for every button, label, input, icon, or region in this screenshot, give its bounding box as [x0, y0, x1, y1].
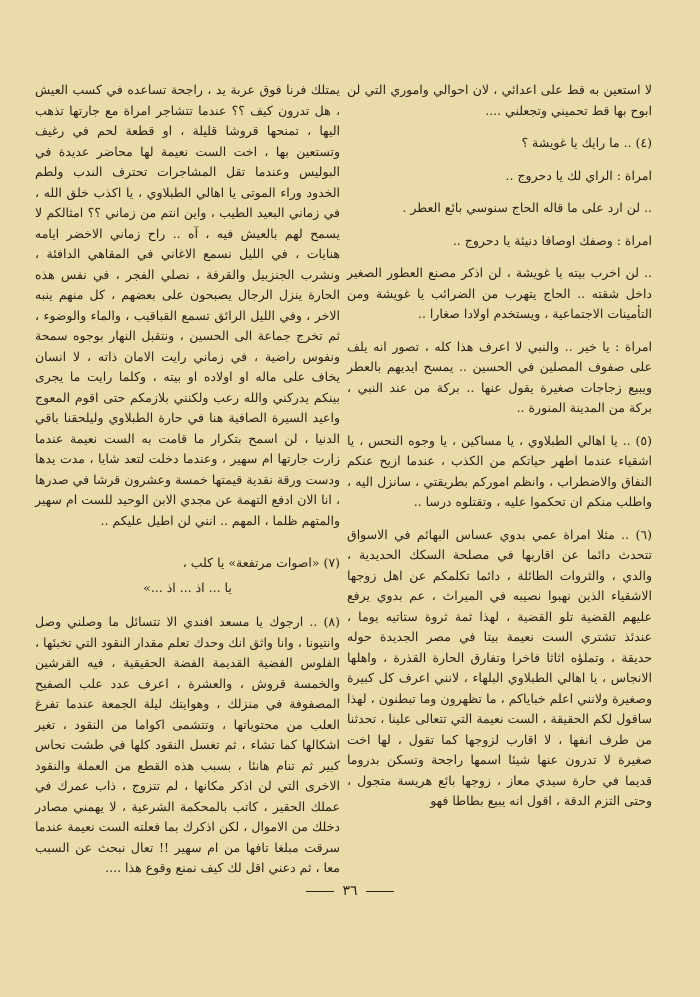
paragraph: يمتلك فرنا فوق عربة يد ، راجحة تساعده في كسب العيش ، هل تدرون كيف ؟؟ عندما تتشاجر امراة مع جارتها تذهب اليها ، تمنحها قروشا قليلة ، او قطعة لحم في رغيف وتستعين بها ، اخت الست نعيمة لها محاضر عديدة في البوليس وعندما تقل المشاجرات تحترف الندب ولطم الخدود وراء الموتى يا اهالي الطبلاوي ، يا اكذب خلق الله ، في زماني البعيد الطيب ، واين انتم من زماني ؟؟ امثالكم لا يسمح لهم بالعيش فيه ، آه .. راح زماني الاخضر ايامه هنايات ، في الليل نسمع الاغاني في المقاهي الدافئة ، ونشرب الجنزبيل والقرفة ، نصلي الفجر ، في نفس هذه الحارة ينزل الرجال يصبحون على بعضهم ، كل منهم ينبه الاخر ، وفي الليل الرائق تسمع القباقيب ، والماء والوضوء ، ثم تخرج جماعة الى الحسين ، ونتقبل النهار بوجوه سمحة ونفوس راضية ، في زماني رايت الامان ذاته ، لا انسان يخاف على ماله او اولاده او بيته ، وكلما رايت ما يجرى بينكم يدركني والله رعب ولكنني بلازمكم حتى اقوم المعوج واعيد السيرة الصافية هنا في حارة الطبلاوي وليلحقنا باقي الدنيا ، لن اسمح بتكرار ما قامت به الست نعيمة عندما زارت جارتها ام سهير ، وعندما دخلت لتعد شايا ، مدت يدها ودست ورقة نقدية قيمتها خمسة وعشرون قرشا في صدرها ، انا الان ادفع التهمة عن مجدي الابن الوحيد للست ام سهير والمتهم ظلما ، المهم .. انني لن اطيل عليكم .. [35, 82, 340, 528]
paragraph: .. لن ارد على ما قاله الحاج سنوسي بائع العطر . [402, 200, 652, 215]
stage-direction: (٧) «اصوات مرتفعة» يا كلب ، [182, 555, 340, 570]
paragraph: امراة : يا خير .. والنبي لا اعرف هذا كله ، تصور انه يلف على صفوف المصلين في الحسين .. يمسح ايديهم بالعطر ويبيع زجاجات صغيرة يقول عنها .. بركة من عند النبي ، بركة من المدينة المنورة .. [347, 338, 652, 415]
paragraph: لا استعين به قط على اعدائي ، لان احوالي واموري التي لن ابوح بها قط تحميني وتجعلني .... [347, 82, 652, 118]
page-number-text: ٣٦ [342, 883, 358, 899]
folio-dash [366, 891, 394, 892]
paragraph: .. لن اخرب بيته يا غويشة ، لن اذكر مصنع العطور الصغير داخل شقته .. الحاج يتهرب من الضرائب يا غويشة ومن التأمينات الاجتماعية ، ويستخدم اولادا صغارا .. [347, 265, 652, 321]
paragraph: امراة : الراي لك يا دحروج .. [505, 167, 652, 183]
page-number [0, 883, 700, 899]
paragraph: (٥) .. يا اهالي الطبلاوي ، يا مساكين ، يا وجوه النحس ، يا اشقياء عندما اطهر حياتكم من الكذب ، عندما ازيح عنكم النفاق والاضطراب ، وانظم اموركم بطريقتي ، سانزل اليه ، واطلب منكم ان تحكموا عليه ، وتقتلوه درسا .. [347, 432, 652, 509]
right-column [347, 80, 652, 824]
paragraph: امراة : وصفك اوصافا دنيئة يا دحروج .. [452, 232, 652, 248]
stage-direction: يا ... اذ ... اذ ...» [143, 579, 232, 595]
paragraph: (٦) .. مثلا امراة عمي بدوي عساس البهائم في الاسواق تتحدث دائما عن اقاربها في مصلحة السكك الحديدية ، والدي ، والثروات الطائلة ، دائما تكلمكم عن اهل زوجها الاشقياء الذين نهبوا نصيبه في الميراث ، عم بدوي يرفع عليهم القضية تلو القضية ، لهذا ثمة ثروة ستاتيه يوما ، عندئذ تشتري الست نعيمة بيتا في مصر الجديدة حوله حديقة ، وتملؤه اثاثا فاخرا وتفارق الحارة القذرة ، واهلها الانجاس ، يا اهالي الطبلاوي البلهاء ، لانني اعرف كل كبيرة وصغيرة ولانني اعلم خباياكم ، ما تظهرون وما تبطنون ، لهذا ساقول لكم الحقيقة ، الست نعيمة التي تتعالى علينا ، تحدثنا من طرف انفها ، لا اقارب لزوجها كما تقول ، لها اخت صغيرة لا تدرون عنها شيئا اسمها راجحة وتسكن بدروما قديما في حارة سيدي معاز ، زوجها بائع هريسة متجول ، وحتى التزم الدقة ، اقول انه يبيع بطاطا فهو [347, 526, 652, 808]
folio-dash [306, 891, 334, 892]
paragraph: (٤) .. ما رايك يا غويشة ؟ [521, 135, 652, 150]
left-column [35, 80, 340, 891]
paragraph: (٨) .. ارجوك يا مسعد افندي الا تتسائل ما وصلني وصل وانتيونا ، وانا واثق انك وحدك تعلم مقدار النقود التي تخبئها ، الفلوس الفضية القديمة الفضة الحقيقية ، فيه القرشين والخمسة قروش ، والعشرة ، اعرف عدد علب الصفيح المصفوفة في منزلك ، وهوايتك ليلة الجمعة عندما تفرغ العلب من محتوياتها ، وتتشمى اكواما من النقود ، تغير اشكالها كما تشاء ، ثم تغسل النقود كلها في طشت نحاس كبير ثم تنام هانئا ، بسبب هذه القطع من العملة والنقود الاخرى التي لن اذكر مكانها ، لم تتزوج ، ذاب عمرك في عملك الحقير ، كاتب بالمحكمة الشرعية ، لا يهمني مصادر دخلك من الاموال ، لكن اذكرك بما فعلته الست نعيمة عندما سرقت مبلغا تافها من ام سهير !! تعال نبحث عن السبب معا ، ثم دعني اقل لك كيف نمنع وقوع هذا .... [35, 614, 340, 875]
